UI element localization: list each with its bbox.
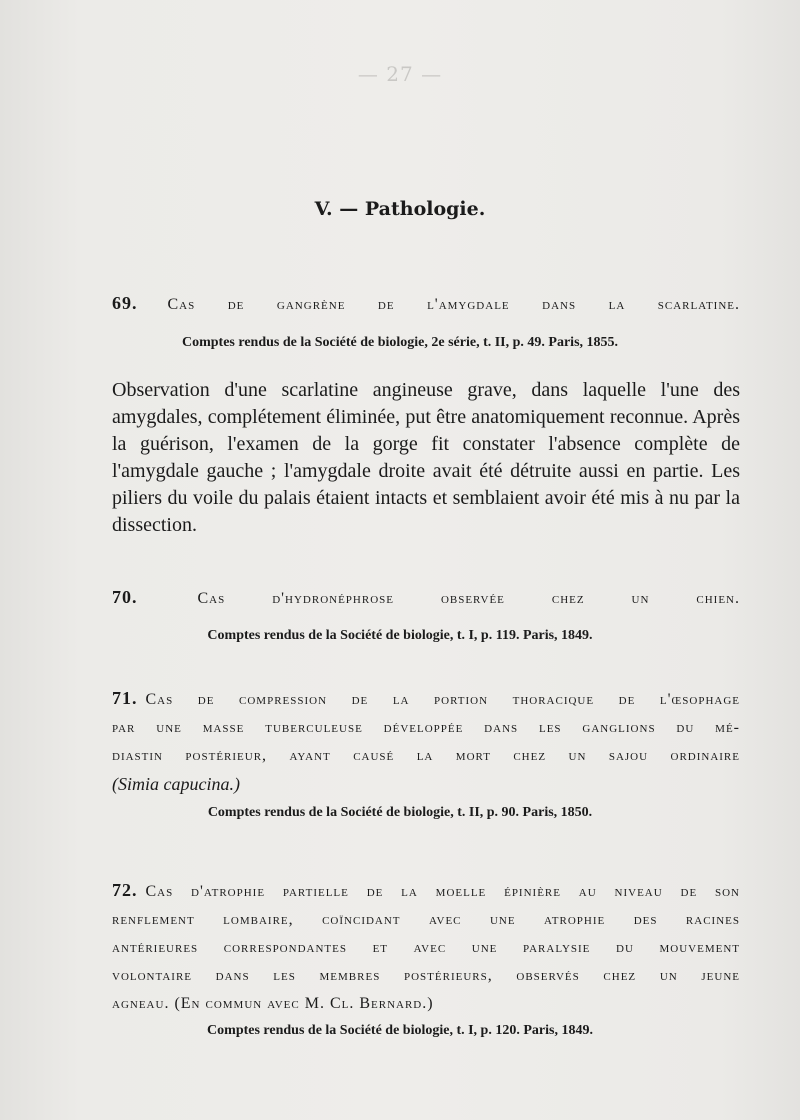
entry-number: 72.	[112, 880, 138, 900]
entry-title-line: renflement lombaire, coïncidant avec une atrophie des racines	[112, 911, 740, 928]
entry-71-heading	[112, 684, 740, 800]
entry-69-reference: Comptes rendus de la Société de biologie, 2e série, t. II, p. 49. Paris, 1855.	[181, 335, 619, 350]
running-head: — 27 —	[357, 62, 443, 86]
entry-title: Cas d'hydronéphrose observée chez un chien.	[197, 590, 740, 607]
entry-72-reference: Comptes rendus de la Société de biologie, t. I, p. 120. Paris, 1849.	[207, 1023, 593, 1038]
entry-number: 70.	[112, 587, 138, 607]
entry-title-line: Cas de compression de la portion thoracique de l'œsophage	[145, 691, 740, 708]
entry-number: 71.	[112, 688, 138, 708]
entry-70-reference: Comptes rendus de la Société de biologie, t. I, p. 119. Paris, 1849.	[207, 628, 593, 643]
entry-title-line: antérieures correspondantes et avec une paralysie du mouvement	[112, 939, 740, 956]
entry-69-heading	[112, 289, 740, 319]
entry-71-reference: Comptes rendus de la Société de biologie, t. II, p. 90. Paris, 1850.	[207, 805, 593, 820]
entry-title-line: par une masse tuberculeuse développée dans les ganglions du mé-	[112, 719, 740, 736]
entry-title-line: diastin postérieur, ayant causé la mort chez un sajou ordinaire	[112, 747, 740, 764]
entry-number: 69.	[112, 293, 138, 313]
entry-title-line: agneau. (En commun avec M. Cl. Bernard.)	[112, 995, 434, 1012]
entry-title-line: Cas d'atrophie partielle de la moelle épinière au niveau de son	[145, 883, 740, 900]
entry-title-line: volontaire dans les membres postérieurs, observés chez un jeune	[112, 967, 740, 984]
entry-70-heading	[112, 583, 740, 613]
entry-title: Cas de gangrène de l'amygdale dans la scarlatine.	[167, 296, 740, 313]
entry-69-body: Observation d'une scarlatine angineuse grave, dans laquelle l'une des amygdales, complétement éliminée, put être anatomiquement reconnue. Après la guérison, l'examen de la gorge fit constater l'absence complète de l'amygdale gauche ; l'amygdale droite avait été détruite aussi en partie. Les piliers du voile du palais étaient intacts et semblaient avoir été mis à nu par la dissection.	[112, 379, 740, 536]
entry-title-italic: (Simia capucina.)	[112, 774, 240, 794]
entry-72-heading	[112, 876, 740, 1018]
section-title: V. — Pathologie.	[314, 198, 486, 220]
